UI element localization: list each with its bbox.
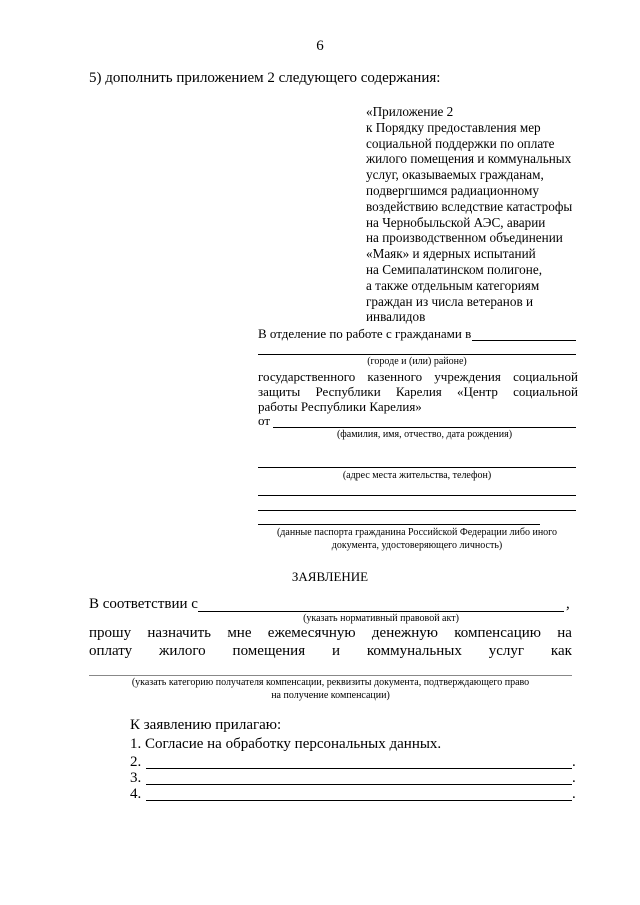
appendix-header <box>366 104 572 325</box>
word: государственного <box>258 369 356 384</box>
attachment-item-3-blank[interactable] <box>146 784 572 785</box>
word: прошу <box>89 625 132 641</box>
word: казенного <box>367 369 423 384</box>
institution-line-3: работы Республики Карелия» <box>258 399 422 414</box>
word: денежную <box>371 625 438 641</box>
appendix-line: жилого помещения и коммунальных <box>366 151 572 167</box>
passport-hint-2: документа, удостоверяющего личность) <box>331 540 503 551</box>
word: на <box>557 625 572 641</box>
attachment-item-3-period: . <box>572 770 576 786</box>
word: мне <box>227 625 252 641</box>
appendix-line: «Приложение 2 <box>366 104 454 119</box>
attachment-item-3-number: 3. <box>130 770 142 786</box>
appendix-line: услуг, оказываемых гражданам, <box>366 167 544 183</box>
attachments-label: К заявлению прилагаю: <box>130 717 282 733</box>
appendix-line: подвергшимся радиационному <box>366 182 539 198</box>
normative-act-blank[interactable] <box>198 611 564 612</box>
address-blank[interactable] <box>258 467 576 468</box>
institution-line-1 <box>258 369 578 385</box>
attachment-item-2-number: 2. <box>130 754 142 770</box>
word: ежемесячную <box>267 625 356 641</box>
passport-blank-2[interactable] <box>258 510 576 511</box>
attachment-item-2-period: . <box>572 754 576 770</box>
page-number: 6 <box>316 38 324 54</box>
word: Карелия <box>395 384 442 399</box>
appendix-line: а также отдельным категориям <box>366 277 540 293</box>
passport-hint-1: (данные паспорта гражданина Российской Федерации либо иного <box>276 527 558 538</box>
from-label: от <box>258 413 271 428</box>
category-blank[interactable] <box>89 675 572 676</box>
attachment-item-4-number: 4. <box>130 786 142 802</box>
name-birth-hint: (фамилия, имя, отчество, дата рождения) <box>336 429 513 440</box>
attachment-item-4-period: . <box>572 786 576 802</box>
word: защиты <box>258 384 301 399</box>
word: жилого <box>159 643 206 659</box>
appendix-line: социальной поддержки по оплате <box>366 135 555 151</box>
passport-blank-1[interactable] <box>258 495 576 496</box>
word: Республики <box>315 384 381 399</box>
attachment-item-4-blank[interactable] <box>146 800 572 801</box>
amendment-intro: 5) дополнить приложением 2 следующего содержания: <box>89 70 441 86</box>
institution-line-2 <box>258 384 578 400</box>
word: и <box>331 643 341 659</box>
category-hint-2: на получение компенсации) <box>271 690 390 701</box>
request-line-2 <box>89 643 572 660</box>
word: коммунальных <box>366 643 462 659</box>
appendix-line: на производственном объединении <box>366 230 563 246</box>
word: компенсацию <box>454 625 541 641</box>
appendix-line: «Маяк» и ядерных испытаний <box>366 246 536 262</box>
word: услуг <box>488 643 525 659</box>
word: как <box>550 643 572 659</box>
word: назначить <box>147 625 212 641</box>
word: «Центр <box>456 384 498 399</box>
city-district-blank[interactable] <box>258 354 576 355</box>
category-hint-1: (указать категорию получателя компенсации, реквизиты документа, подтверждающего право <box>131 677 530 688</box>
addressee-to-label: В отделение по работе с гражданами в <box>258 326 472 341</box>
passport-blank-3[interactable] <box>258 524 540 525</box>
normative-act-hint: (указать нормативный правовой акт) <box>303 613 459 624</box>
attachment-item-2-blank[interactable] <box>146 768 572 769</box>
appendix-line: воздействию вследствие катастрофы <box>366 198 573 214</box>
address-phone-hint: (адрес места жительства, телефон) <box>342 470 492 481</box>
appendix-line: граждан из числа ветеранов и <box>366 293 534 309</box>
appendix-line: на Семипалатинском полигоне, <box>366 261 542 277</box>
city-district-hint: (городе и (или) районе) <box>367 356 467 367</box>
word: оплату <box>89 643 133 659</box>
word: социальной <box>513 384 578 399</box>
request-line-1 <box>89 625 572 642</box>
word: учреждения <box>434 369 501 384</box>
comma: , <box>566 596 570 612</box>
addressee-to-blank[interactable] <box>472 340 576 341</box>
accordance-label: В соответствии с <box>89 596 198 612</box>
from-blank[interactable] <box>273 427 576 428</box>
word: помещения <box>232 643 306 659</box>
appendix-line: инвалидов <box>366 309 426 325</box>
statement-title: ЗАЯВЛЕНИЕ <box>291 569 369 584</box>
attachment-item-1: 1. Согласие на обработку персональных данных. <box>130 736 442 752</box>
word: социальной <box>513 369 578 384</box>
appendix-line: к Порядку предоставления мер <box>366 119 541 135</box>
appendix-line: на Чернобыльской АЭС, аварии <box>366 214 546 230</box>
